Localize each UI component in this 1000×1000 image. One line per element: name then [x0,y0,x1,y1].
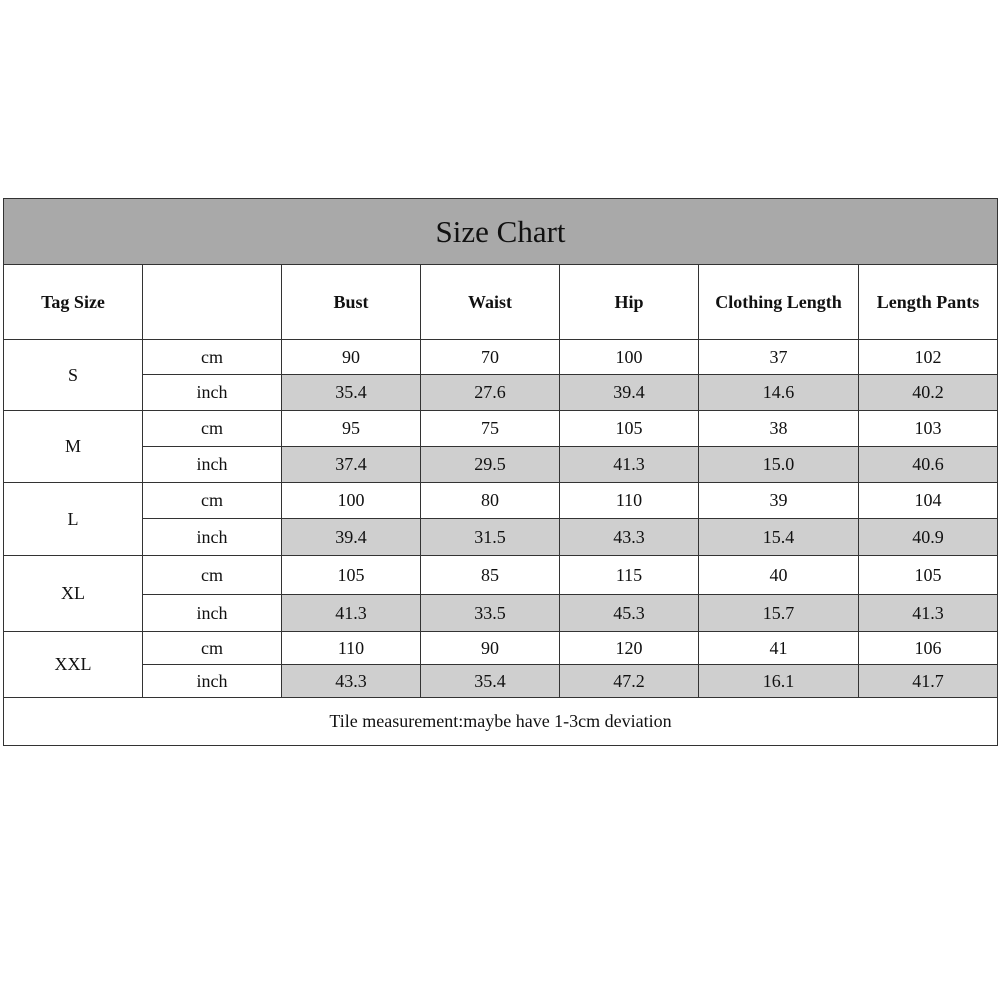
table-row [4,595,998,632]
size-rows [4,340,998,698]
value-cell: 40.6 [859,447,998,483]
value-cell: 37 [699,340,859,375]
tag-size-cell: M [4,411,143,483]
header-bust: Bust [282,265,421,340]
value-cell: 47.2 [560,665,699,698]
value-cell: 40 [699,556,859,595]
table-row [4,340,998,375]
table-row [4,411,998,447]
value-cell: 100 [560,340,699,375]
value-cell: 115 [560,556,699,595]
value-cell: 40.9 [859,519,998,556]
note-row [4,698,998,746]
value-cell: 14.6 [699,375,859,411]
value-cell: 15.7 [699,595,859,632]
value-cell: 100 [282,483,421,519]
value-cell: 31.5 [421,519,560,556]
value-cell: 39.4 [560,375,699,411]
chart-title: Size Chart [4,199,998,265]
value-cell: 41.3 [560,447,699,483]
value-cell: 15.4 [699,519,859,556]
header-unit [143,265,282,340]
value-cell: 102 [859,340,998,375]
tag-size-cell: S [4,340,143,411]
value-cell: 70 [421,340,560,375]
unit-cell: inch [143,665,282,698]
value-cell: 45.3 [560,595,699,632]
value-cell: 40.2 [859,375,998,411]
value-cell: 85 [421,556,560,595]
value-cell: 110 [282,632,421,665]
tag-size-cell: L [4,483,143,556]
value-cell: 90 [282,340,421,375]
value-cell: 41.3 [859,595,998,632]
unit-cell: inch [143,447,282,483]
table-row [4,665,998,698]
value-cell: 105 [282,556,421,595]
value-cell: 35.4 [421,665,560,698]
header-row [4,265,998,340]
header-hip: Hip [560,265,699,340]
table-row [4,375,998,411]
header-length-pants: Length Pants [859,265,998,340]
value-cell: 104 [859,483,998,519]
value-cell: 43.3 [560,519,699,556]
unit-cell: cm [143,483,282,519]
value-cell: 75 [421,411,560,447]
unit-cell: inch [143,375,282,411]
table-row [4,483,998,519]
unit-cell: cm [143,556,282,595]
value-cell: 90 [421,632,560,665]
table-row [4,447,998,483]
value-cell: 105 [560,411,699,447]
value-cell: 103 [859,411,998,447]
value-cell: 120 [560,632,699,665]
value-cell: 37.4 [282,447,421,483]
unit-cell: inch [143,595,282,632]
table-row [4,556,998,595]
value-cell: 15.0 [699,447,859,483]
value-cell: 39 [699,483,859,519]
table-row [4,519,998,556]
size-chart-table [3,198,998,746]
value-cell: 39.4 [282,519,421,556]
measurement-note: Tile measurement:maybe have 1-3cm deviation [4,698,998,746]
title-row [4,199,998,265]
header-clothing-length: Clothing Length [699,265,859,340]
value-cell: 41 [699,632,859,665]
unit-cell: cm [143,632,282,665]
tag-size-cell: XL [4,556,143,632]
unit-cell: cm [143,411,282,447]
value-cell: 105 [859,556,998,595]
value-cell: 35.4 [282,375,421,411]
value-cell: 80 [421,483,560,519]
header-tag-size: Tag Size [4,265,143,340]
value-cell: 106 [859,632,998,665]
value-cell: 27.6 [421,375,560,411]
value-cell: 29.5 [421,447,560,483]
value-cell: 43.3 [282,665,421,698]
unit-cell: cm [143,340,282,375]
header-waist: Waist [421,265,560,340]
value-cell: 33.5 [421,595,560,632]
value-cell: 38 [699,411,859,447]
table-row [4,632,998,665]
value-cell: 16.1 [699,665,859,698]
value-cell: 41.3 [282,595,421,632]
value-cell: 110 [560,483,699,519]
value-cell: 41.7 [859,665,998,698]
tag-size-cell: XXL [4,632,143,698]
unit-cell: inch [143,519,282,556]
value-cell: 95 [282,411,421,447]
